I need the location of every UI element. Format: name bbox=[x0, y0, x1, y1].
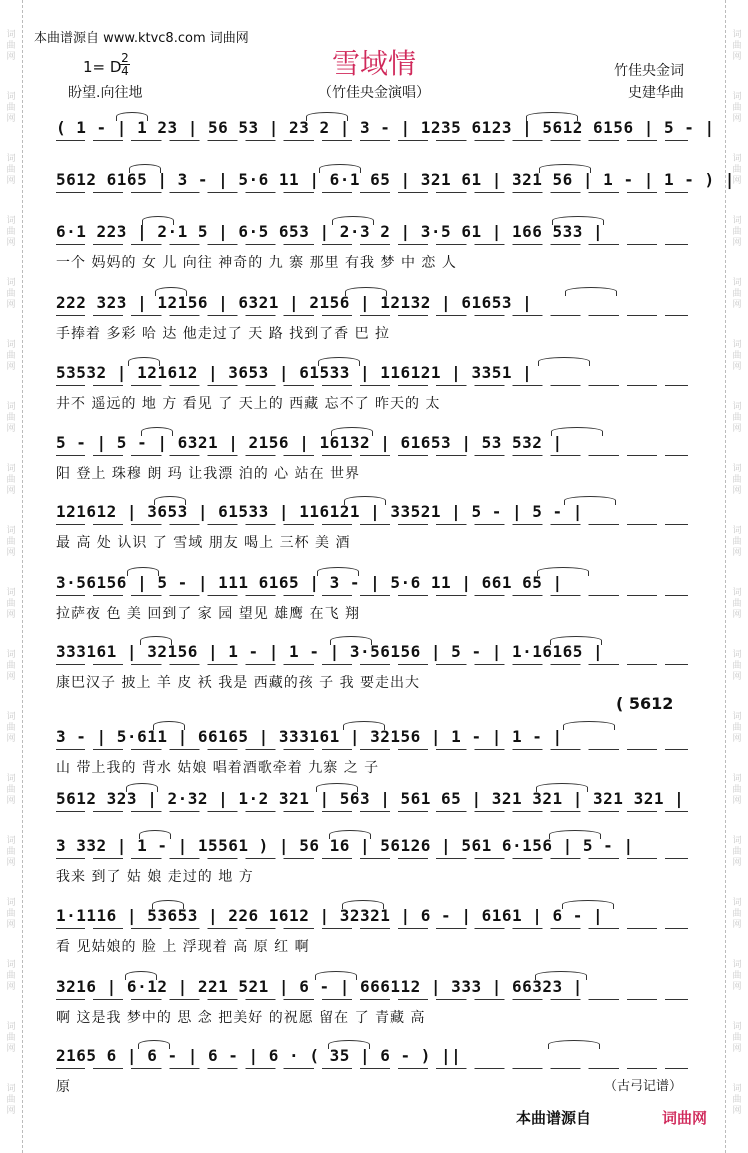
slur-mark bbox=[152, 900, 184, 909]
tempo-mark: 盼望.向往地 bbox=[68, 85, 143, 101]
notation-line: 5 - | 5 - | 6321 | 2156 | 16132 | 61653 | 53 532 | bbox=[56, 433, 563, 452]
watermark-text: 词曲网 bbox=[732, 154, 742, 186]
watermark-text: 词曲网 bbox=[732, 402, 742, 434]
slur-mark bbox=[330, 636, 372, 645]
beat-underline bbox=[56, 999, 688, 1004]
notation-line: 3216 | 6·12 | 221 521 | 6 - | 666112 | 333 | 66323 | bbox=[56, 977, 583, 996]
slur-mark bbox=[551, 427, 603, 436]
slur-mark bbox=[129, 164, 161, 173]
slur-mark bbox=[154, 496, 186, 505]
watermark-text: 词曲网 bbox=[732, 960, 742, 992]
lyrics-line: 我来 到了 姑 娘 走过的 地 方 bbox=[56, 869, 254, 885]
slur-mark bbox=[536, 783, 588, 792]
watermark-text: 词曲网 bbox=[6, 526, 16, 558]
slur-mark bbox=[125, 971, 157, 980]
lyricist: 竹佳央金词 bbox=[614, 63, 684, 79]
watermark-text: 词曲网 bbox=[732, 650, 742, 682]
lyrics-line: 手捧着 多彩 哈 达 他走过了 天 路 找到了香 巴 拉 bbox=[56, 326, 391, 342]
watermark-text: 词曲网 bbox=[732, 588, 742, 620]
beat-underline bbox=[56, 140, 688, 145]
notation-line: 3 - | 5·611 | 66165 | 333161 | 32156 | 1 - | 1 - | bbox=[56, 727, 563, 746]
lyrics-line: 康巴汉子 披上 羊 皮 袄 我是 西藏的孩 子 我 要走出大 bbox=[56, 675, 421, 691]
slur-mark bbox=[563, 721, 615, 730]
watermark-text: 词曲网 bbox=[732, 30, 742, 62]
slur-mark bbox=[344, 496, 386, 505]
notation-line: 3 332 | 1 - | 15561 ) | 56 16 | 56126 | 561 6·156 | 5 - | bbox=[56, 836, 634, 855]
footer-site: 词曲网 bbox=[662, 1109, 708, 1127]
watermark-text: 词曲网 bbox=[732, 340, 742, 372]
slur-mark bbox=[116, 112, 148, 121]
lyrics-line: 最 高 处 认识 了 雪域 朋友 喝上 三杯 美 酒 bbox=[56, 535, 351, 551]
slur-mark bbox=[127, 567, 159, 576]
slur-mark bbox=[549, 830, 601, 839]
beat-underline bbox=[56, 524, 688, 529]
beat-underline bbox=[56, 749, 688, 754]
watermark-text: 词曲网 bbox=[6, 340, 16, 372]
slur-mark bbox=[142, 216, 174, 225]
lyrics-line: 看 见姑娘的 脸 上 浮现着 高 原 红 啊 bbox=[56, 939, 310, 955]
slur-mark bbox=[537, 567, 589, 576]
lyrics-line: 原 bbox=[56, 1079, 71, 1095]
key-signature: 1= D bbox=[83, 58, 122, 76]
song-title: 雪域情 bbox=[331, 47, 416, 80]
slur-mark bbox=[317, 567, 359, 576]
watermark-text: 词曲网 bbox=[6, 216, 16, 248]
slur-mark bbox=[329, 830, 371, 839]
watermark-text: 词曲网 bbox=[6, 836, 16, 868]
slur-mark bbox=[331, 427, 373, 436]
slur-mark bbox=[139, 830, 171, 839]
watermark-text: 词曲网 bbox=[732, 92, 742, 124]
watermark-text: 词曲网 bbox=[6, 92, 16, 124]
notation-line: 5612 323 | 2·32 | 1·2 321 | 563 | 561 65 | 321 321 | 321 321 | bbox=[56, 789, 685, 808]
watermark-text: 词曲网 bbox=[6, 278, 16, 310]
lyrics-line: 井不 遥远的 地 方 看见 了 天上的 西藏 忘不了 昨天的 太 bbox=[56, 396, 441, 412]
watermark-text: 词曲网 bbox=[732, 278, 742, 310]
watermark-text: 词曲网 bbox=[6, 154, 16, 186]
slur-mark bbox=[564, 496, 616, 505]
beat-underline bbox=[56, 244, 688, 249]
watermark-text: 词曲网 bbox=[732, 216, 742, 248]
slur-mark bbox=[526, 112, 578, 121]
singer-credit: （竹佳央金演唱） bbox=[318, 85, 430, 101]
watermark-text: 词曲网 bbox=[732, 526, 742, 558]
beat-underline bbox=[56, 192, 688, 197]
watermark-text: 词曲网 bbox=[6, 712, 16, 744]
notation-line: 333161 | 32156 | 1 - | 1 - | 3·56156 | 5 - | 1·16165 | bbox=[56, 642, 604, 661]
time-bottom: 4 bbox=[121, 64, 129, 78]
slur-mark bbox=[306, 112, 348, 121]
notation-line: 2165 6 | 6 - | 6 - | 6 · ( 35 | 6 - ) || bbox=[56, 1046, 462, 1065]
watermark-text: 词曲网 bbox=[6, 588, 16, 620]
slur-mark bbox=[128, 357, 160, 366]
slur-mark bbox=[342, 900, 384, 909]
intro-marker: ( 5612 bbox=[616, 694, 674, 713]
slur-mark bbox=[155, 287, 187, 296]
slur-mark bbox=[332, 216, 374, 225]
slur-mark bbox=[562, 900, 614, 909]
watermark-text: 词曲网 bbox=[6, 898, 16, 930]
slur-mark bbox=[538, 357, 590, 366]
beat-underline bbox=[56, 811, 688, 816]
lyrics-line: 一个 妈妈的 女 儿 向往 神奇的 九 寨 那里 有我 梦 中 恋 人 bbox=[56, 255, 457, 271]
watermark-text: 词曲网 bbox=[6, 650, 16, 682]
notation-line: 121612 | 3653 | 61533 | 116121 | 33521 | 5 - | 5 - | bbox=[56, 502, 583, 521]
composer: 史建华曲 bbox=[628, 85, 684, 101]
watermark-text: 词曲网 bbox=[732, 712, 742, 744]
slur-mark bbox=[140, 636, 172, 645]
watermark-text: 词曲网 bbox=[6, 464, 16, 496]
lyrics-line: 拉萨夜 色 美 回到了 家 园 望见 雄鹰 在飞 翔 bbox=[56, 606, 361, 622]
slur-mark bbox=[318, 357, 360, 366]
watermark-text: 词曲网 bbox=[6, 774, 16, 806]
notation-line: 1·1116 | 53653 | 226 1612 | 32321 | 6 - | 6161 | 6 - | bbox=[56, 906, 604, 925]
footer-source: 本曲谱源自 bbox=[516, 1109, 592, 1127]
notation-line: 53532 | 121612 | 3653 | 61533 | 116121 | 3351 | bbox=[56, 363, 533, 382]
slur-mark bbox=[153, 721, 185, 730]
slur-mark bbox=[548, 1040, 600, 1049]
slur-mark bbox=[552, 216, 604, 225]
slur-mark bbox=[535, 971, 587, 980]
beat-underline bbox=[56, 595, 688, 600]
notation-line: 222 323 | 12156 | 6321 | 2156 | 12132 | 61653 | bbox=[56, 293, 533, 312]
time-top: 2 bbox=[121, 51, 129, 65]
watermark-text: 词曲网 bbox=[732, 836, 742, 868]
beat-underline bbox=[56, 1068, 688, 1073]
slur-mark bbox=[316, 783, 358, 792]
time-signature bbox=[120, 52, 130, 77]
watermark-text: 词曲网 bbox=[732, 1022, 742, 1054]
lyrics-line: 啊 这是我 梦中的 思 念 把美好 的祝愿 留在 了 青藏 高 bbox=[56, 1010, 426, 1026]
source-line: 本曲谱源自 www.ktvc8.com 词曲网 bbox=[34, 31, 249, 46]
watermark-text: 词曲网 bbox=[732, 898, 742, 930]
watermark-text: 词曲网 bbox=[6, 1084, 16, 1116]
slur-mark bbox=[315, 971, 357, 980]
slur-mark bbox=[328, 1040, 370, 1049]
slur-mark bbox=[319, 164, 361, 173]
watermark-text: 词曲网 bbox=[6, 30, 16, 62]
slur-mark bbox=[141, 427, 173, 436]
watermark-text: 词曲网 bbox=[732, 464, 742, 496]
slur-mark bbox=[565, 287, 617, 296]
beat-underline bbox=[56, 385, 688, 390]
notation-line: ( 1 - | 1 23 | 56 53 | 23 2 | 3 - | 1235 6123 | 5612 6156 | 5 - | bbox=[56, 118, 715, 137]
notation-line: 5612 6165 | 3 - | 5·6 11 | 6·1 65 | 321 61 | 321 56 | 1 - | 1 - ) | bbox=[56, 170, 735, 189]
beat-underline bbox=[56, 928, 688, 933]
lyrics-line: 阳 登上 珠穆 朗 玛 让我漂 泊的 心 站在 世界 bbox=[56, 466, 361, 482]
recorder-credit: （古弓记谱） bbox=[604, 1079, 683, 1094]
notation-line: 6·1 223 | 2·1 5 | 6·5 653 | 2·3 2 | 3·5 61 | 166 533 | bbox=[56, 222, 604, 241]
slur-mark bbox=[539, 164, 591, 173]
slur-mark bbox=[126, 783, 158, 792]
beat-underline bbox=[56, 858, 688, 863]
notation-line: 3·56156 | 5 - | 111 6165 | 3 - | 5·6 11 | 661 65 | bbox=[56, 573, 563, 592]
beat-underline bbox=[56, 455, 688, 460]
slur-mark bbox=[345, 287, 387, 296]
watermark-text: 词曲网 bbox=[6, 1022, 16, 1054]
watermark-text: 词曲网 bbox=[6, 960, 16, 992]
slur-mark bbox=[343, 721, 385, 730]
beat-underline bbox=[56, 664, 688, 669]
slur-mark bbox=[138, 1040, 170, 1049]
beat-underline bbox=[56, 315, 688, 320]
slur-mark bbox=[550, 636, 602, 645]
watermark-text: 词曲网 bbox=[732, 1084, 742, 1116]
watermark-text: 词曲网 bbox=[6, 402, 16, 434]
lyrics-line: 山 带上我的 背水 姑娘 唱着酒歌牵着 九寨 之 子 bbox=[56, 760, 380, 776]
watermark-text: 词曲网 bbox=[732, 774, 742, 806]
